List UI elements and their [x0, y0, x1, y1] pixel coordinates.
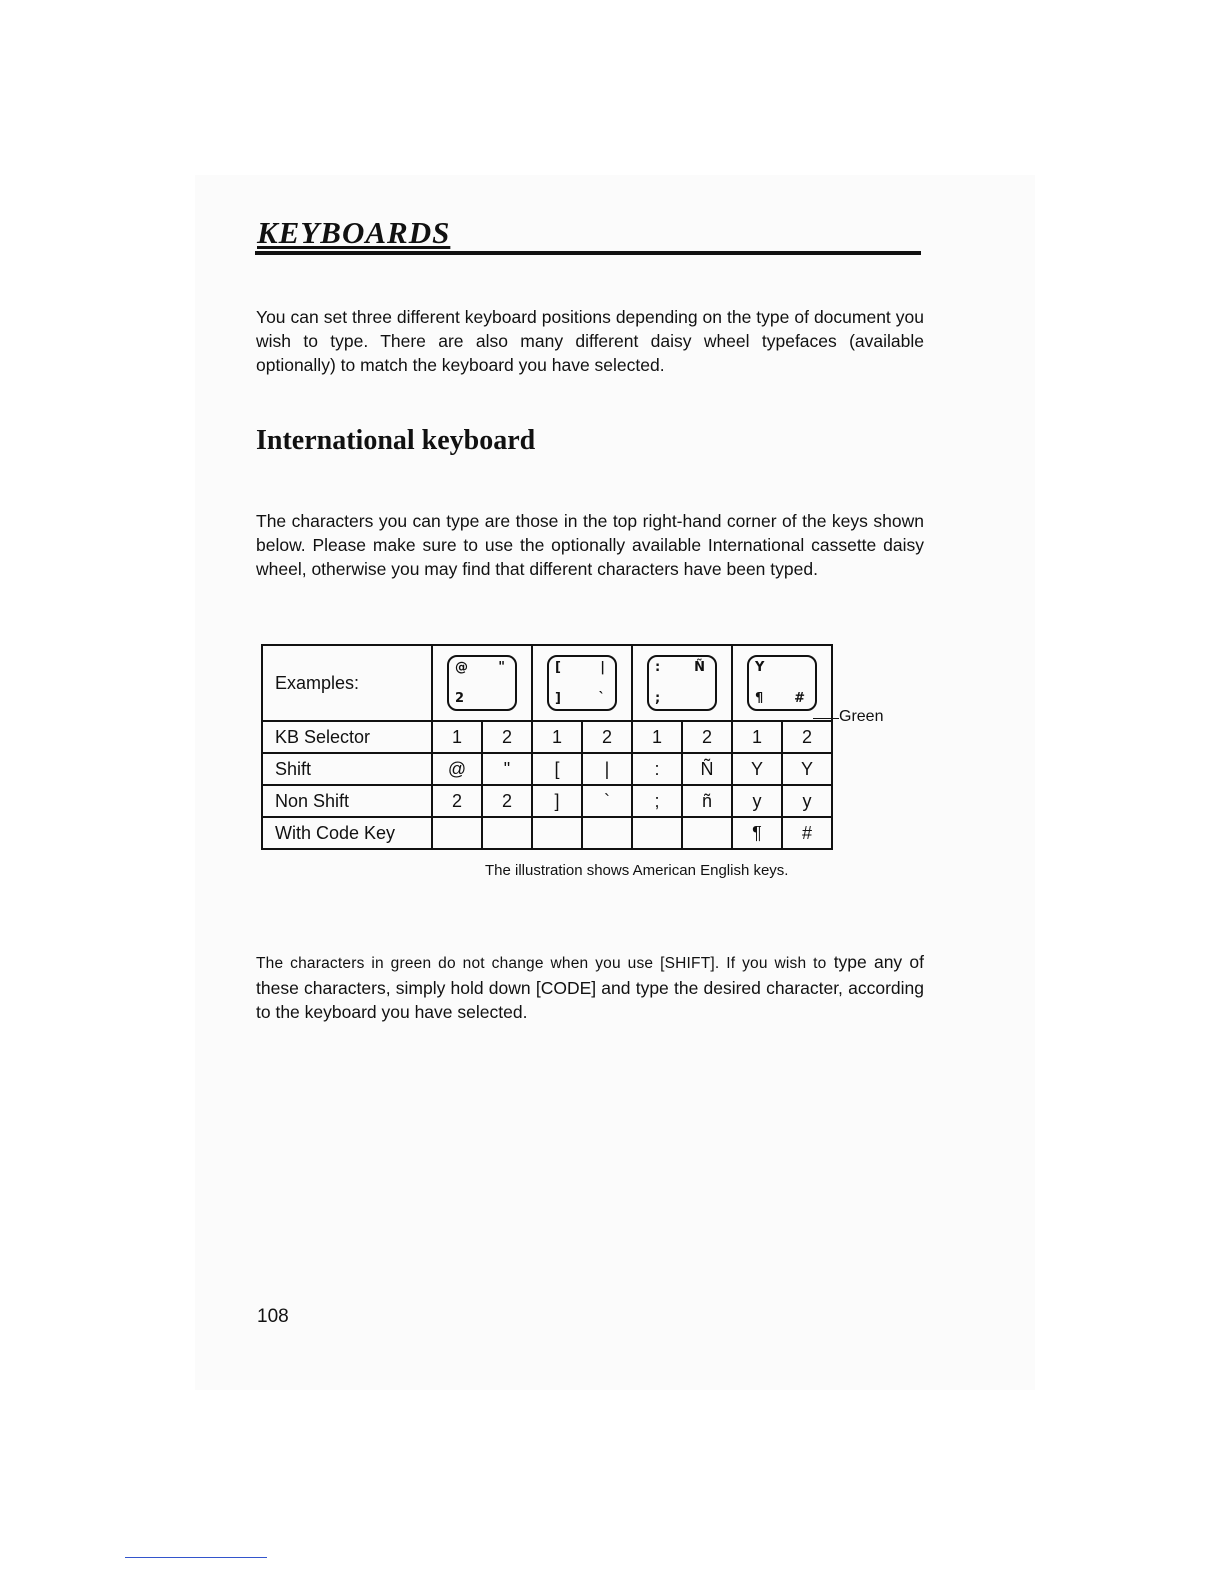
- table-cell: `: [582, 785, 632, 817]
- table-cell: 1: [432, 721, 482, 753]
- table-cell: :: [632, 753, 682, 785]
- row-label-nonshift: Non Shift: [262, 785, 432, 817]
- table-cell: 1: [632, 721, 682, 753]
- section-paragraph: The characters you can type are those in the top right-hand corner of the keys shown below. Please make sure to use the optionally available International cassette daisy wheel, otherwise you may find that different characters have been typed.: [256, 511, 924, 579]
- green-pointer-line: [813, 718, 839, 719]
- page-heading: [255, 213, 921, 255]
- section-title: International keyboard: [256, 425, 536, 456]
- table-cell: #: [782, 817, 832, 849]
- non-shift-row: [262, 785, 832, 817]
- note-part-2: type any of these characters, simply hold down [CODE] and type the desired character, according to the keyboard you have selected.: [256, 952, 924, 1022]
- table-cell: 1: [532, 721, 582, 753]
- table-cell: [682, 817, 732, 849]
- table-cell: [582, 817, 632, 849]
- table-cell: [432, 817, 482, 849]
- table-cell: 2: [582, 721, 632, 753]
- keyboard-table: [261, 644, 833, 850]
- table-cell: 2: [482, 721, 532, 753]
- table-cell: ]: [532, 785, 582, 817]
- row-label-kb: KB Selector: [262, 721, 432, 753]
- table-cell: ;: [632, 785, 682, 817]
- row-label-code: With Code Key: [262, 817, 432, 849]
- table-cell: [532, 817, 582, 849]
- table-cell: |: [582, 753, 632, 785]
- table-cell: ": [482, 753, 532, 785]
- table-caption: The illustration shows American English keys.: [485, 862, 789, 879]
- table-cell: [482, 817, 532, 849]
- examples-row: [262, 645, 832, 721]
- table-cell: 2: [682, 721, 732, 753]
- note-part-1: The characters in green do not change when you use [SHIFT]. If you wish to: [256, 955, 827, 972]
- kb-selector-row: [262, 721, 832, 753]
- table-cell: [: [532, 753, 582, 785]
- heading-text: KEYBOARDS: [257, 215, 451, 250]
- row-label-shift: Shift: [262, 753, 432, 785]
- table-cell: ñ: [682, 785, 732, 817]
- table-cell: Y: [732, 753, 782, 785]
- table-cell: Y: [782, 753, 832, 785]
- code-key-row: [262, 817, 832, 849]
- table-cell: 1: [732, 721, 782, 753]
- keycap: [ | ] `: [547, 655, 617, 711]
- table-cell: y: [782, 785, 832, 817]
- key-example-2: [532, 645, 632, 721]
- key-example-3: [632, 645, 732, 721]
- key-example-1: [432, 645, 532, 721]
- table-cell: ¶: [732, 817, 782, 849]
- table-cell: 2: [782, 721, 832, 753]
- page-number: 108: [257, 1306, 289, 1327]
- table-cell: 2: [482, 785, 532, 817]
- row-label-examples: Examples:: [262, 645, 432, 721]
- green-label: Green: [839, 708, 884, 725]
- keycap: @ " 2: [447, 655, 517, 711]
- intro-paragraph: You can set three different keyboard positions depending on the type of document you wish to type. There are also many different daisy wheel typefaces (available optionally) to match the keyboard you have selected.: [256, 307, 924, 375]
- key-example-4: [732, 645, 832, 721]
- keycap: : Ñ ;: [647, 655, 717, 711]
- table-cell: 2: [432, 785, 482, 817]
- table-cell: [632, 817, 682, 849]
- table-cell: y: [732, 785, 782, 817]
- shift-row: [262, 753, 832, 785]
- bottom-rule: [125, 1557, 267, 1558]
- table-cell: Ñ: [682, 753, 732, 785]
- keycap: Y ¶ #: [747, 655, 817, 711]
- note-paragraph: [256, 950, 924, 1024]
- table-cell: @: [432, 753, 482, 785]
